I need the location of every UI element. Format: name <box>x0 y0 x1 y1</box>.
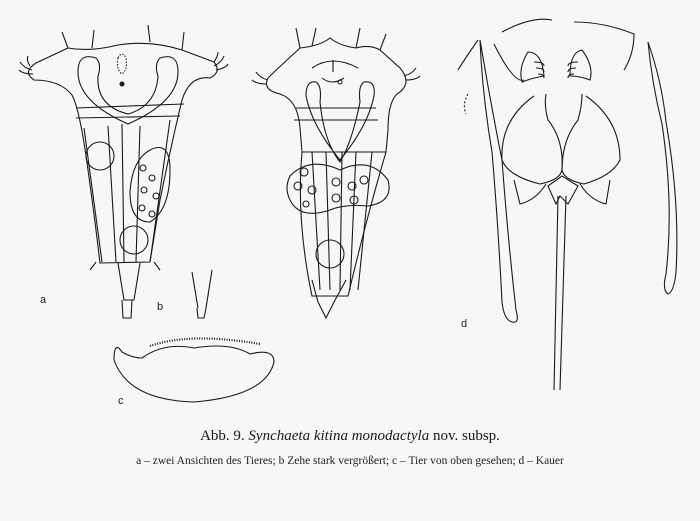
panel-a-animal-view-2 <box>252 28 420 318</box>
panel-c-top-view <box>114 338 274 402</box>
panel-d-mastax <box>458 19 677 390</box>
figure-caption-legend: a – zwei Ansichten des Tieres; b Zehe stark vergrößert; c – Tier von oben gesehen; d – Kauer <box>136 455 564 467</box>
panel-b-toe-enlarged <box>192 270 212 318</box>
figure-caption-title <box>0 428 700 445</box>
figure-number: Abb. 9. <box>200 428 245 444</box>
panel-label-d: d <box>461 318 468 330</box>
panel-label-b: b <box>157 301 164 313</box>
panel-label-c: c <box>118 395 124 407</box>
panel-label-a: a <box>40 294 47 306</box>
species-name: Synchaeta kitina monodactyla <box>248 428 430 444</box>
panel-a-animal-view-1 <box>19 25 228 318</box>
taxon-status: nov. subsp. <box>432 428 500 444</box>
